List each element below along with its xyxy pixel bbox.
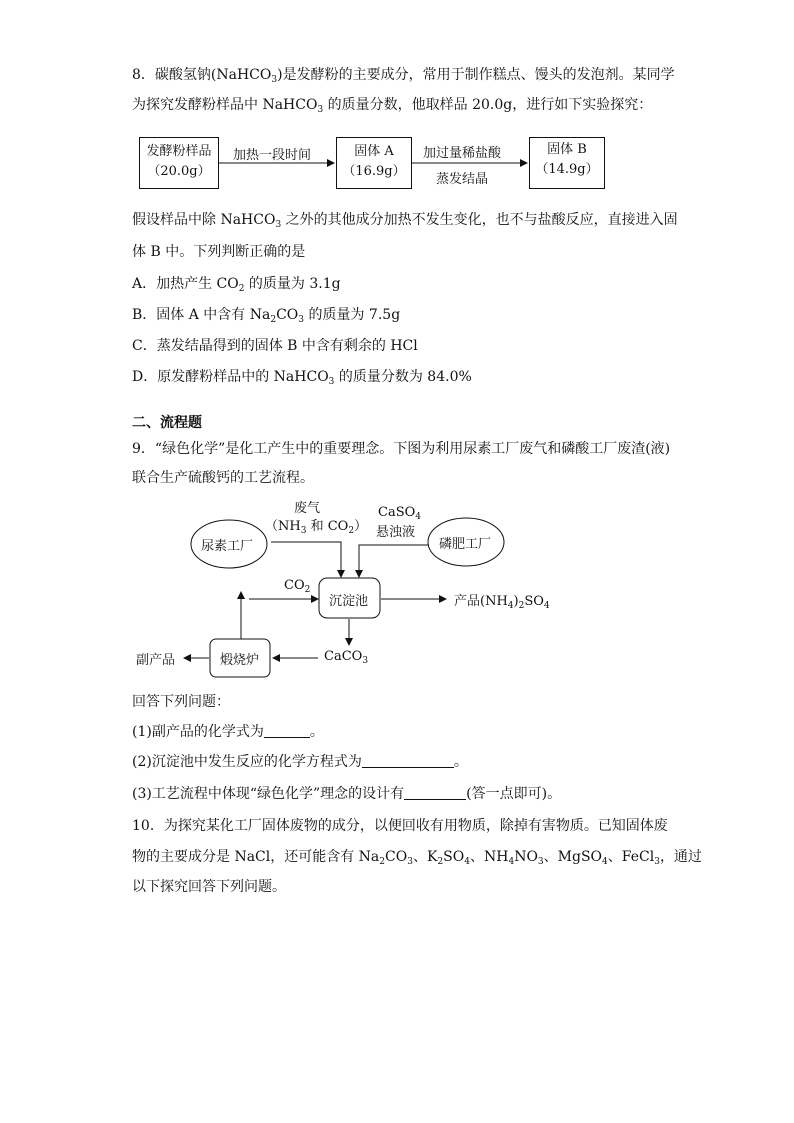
flow-label-add-hcl: 加过量稀盐酸 <box>423 146 502 161</box>
q8-option-c[interactable]: C．蒸发结晶得到的固体 B 中含有剩余的 HCl <box>132 338 418 354</box>
answer-blank-2[interactable] <box>362 753 454 768</box>
flow-label-heat: 加热一段时间 <box>233 148 312 163</box>
tank-label: 沉淀池 <box>329 594 369 609</box>
flow-label-evaporate: 蒸发结晶 <box>436 172 489 187</box>
q8-line-4: 体 B 中。下列判断正确的是 <box>132 244 306 260</box>
q8-line-2: 为探究发酵粉样品中 NaHCO$_3$ 的质量分数，他取样品 20.0g，进行如下实验探究： <box>132 97 653 115</box>
section-heading: 二、流程题 <box>132 415 202 431</box>
furnace-label: 煅烧炉 <box>220 653 260 668</box>
q10-line-3: 以下探究回答下列问题。 <box>132 879 286 895</box>
flow-box-solid-a: 固体 A （16.9g） <box>336 137 412 189</box>
q10-line-1: 10．为探究某化工厂固体废物的成分，以便回收有用物质，除掉有害物质。已知固体废 <box>132 818 668 834</box>
suspension-label: 悬浊液 <box>376 525 416 540</box>
q8-option-b[interactable]: B．固体 A 中含有 $Na_2CO_3$ 的质量为 7.5g <box>132 307 401 325</box>
phosphate-factory-label: 磷肥工厂 <box>439 537 492 552</box>
q8-line-1: 8．碳酸氢钠(NaHCO$_3$)是发酵粉的主要成分，常用于制作糕点、馒头的发泡剂。某同学 <box>132 67 675 85</box>
waste-gas-formula: （$NH_3$ 和 $CO_2$） <box>265 519 368 536</box>
q8-option-a[interactable]: A．加热产生 $CO_2$ 的质量为 3.1g <box>132 276 341 294</box>
q9-line-2: 联合生产硫酸钙的工艺流程。 <box>132 470 314 486</box>
co2-label: $CO_2$ <box>284 578 311 595</box>
caso4-label: CaSO$_4$ <box>378 505 421 522</box>
q9-prompt: 回答下列问题： <box>132 694 230 710</box>
byproduct-label: 副产品 <box>136 653 176 668</box>
urea-factory-label: 尿素工厂 <box>201 539 254 554</box>
waste-gas-label: 废气 <box>294 501 321 516</box>
answer-blank-3[interactable] <box>404 785 466 800</box>
product-label: 产品$(NH_4)_2SO_4$ <box>454 594 550 611</box>
q9-sub-3: (3)工艺流程中体现“绿色化学”理念的设计有 (答一点即可)。 <box>132 786 562 802</box>
caco3-label: CaCO$_3$ <box>324 649 369 666</box>
answer-blank-1[interactable] <box>264 723 310 738</box>
q8-option-d[interactable]: D．原发酵粉样品中的 NaHCO$_3$ 的质量分数为 84.0% <box>132 369 472 387</box>
flow-box-solid-b: 固体 B （14.9g） <box>529 137 605 189</box>
q10-line-2: 物的主要成分是 NaCl，还可能含有 $Na_2CO_3$、$K_2SO_4$、$NH_4NO_3$、MgSO$_4$、FeCl$_3$，通过 <box>132 849 702 867</box>
q8-line-3: 假设样品中除 NaHCO$_3$ 之外的其他成分加热不发生变化，也不与盐酸反应，直接进入固 <box>132 212 678 230</box>
q9-sub-1: (1)副产品的化学式为 。 <box>132 724 324 740</box>
q9-sub-2: (2)沉淀池中发生反应的化学方程式为 。 <box>132 754 468 770</box>
q9-line-1: 9．“绿色化学”是化工产生中的重要理念。下图为利用尿素工厂废气和磷酸工厂废渣(液) <box>132 441 671 457</box>
flow-box-sample: 发酵粉样品 （20.0g） <box>139 137 219 189</box>
